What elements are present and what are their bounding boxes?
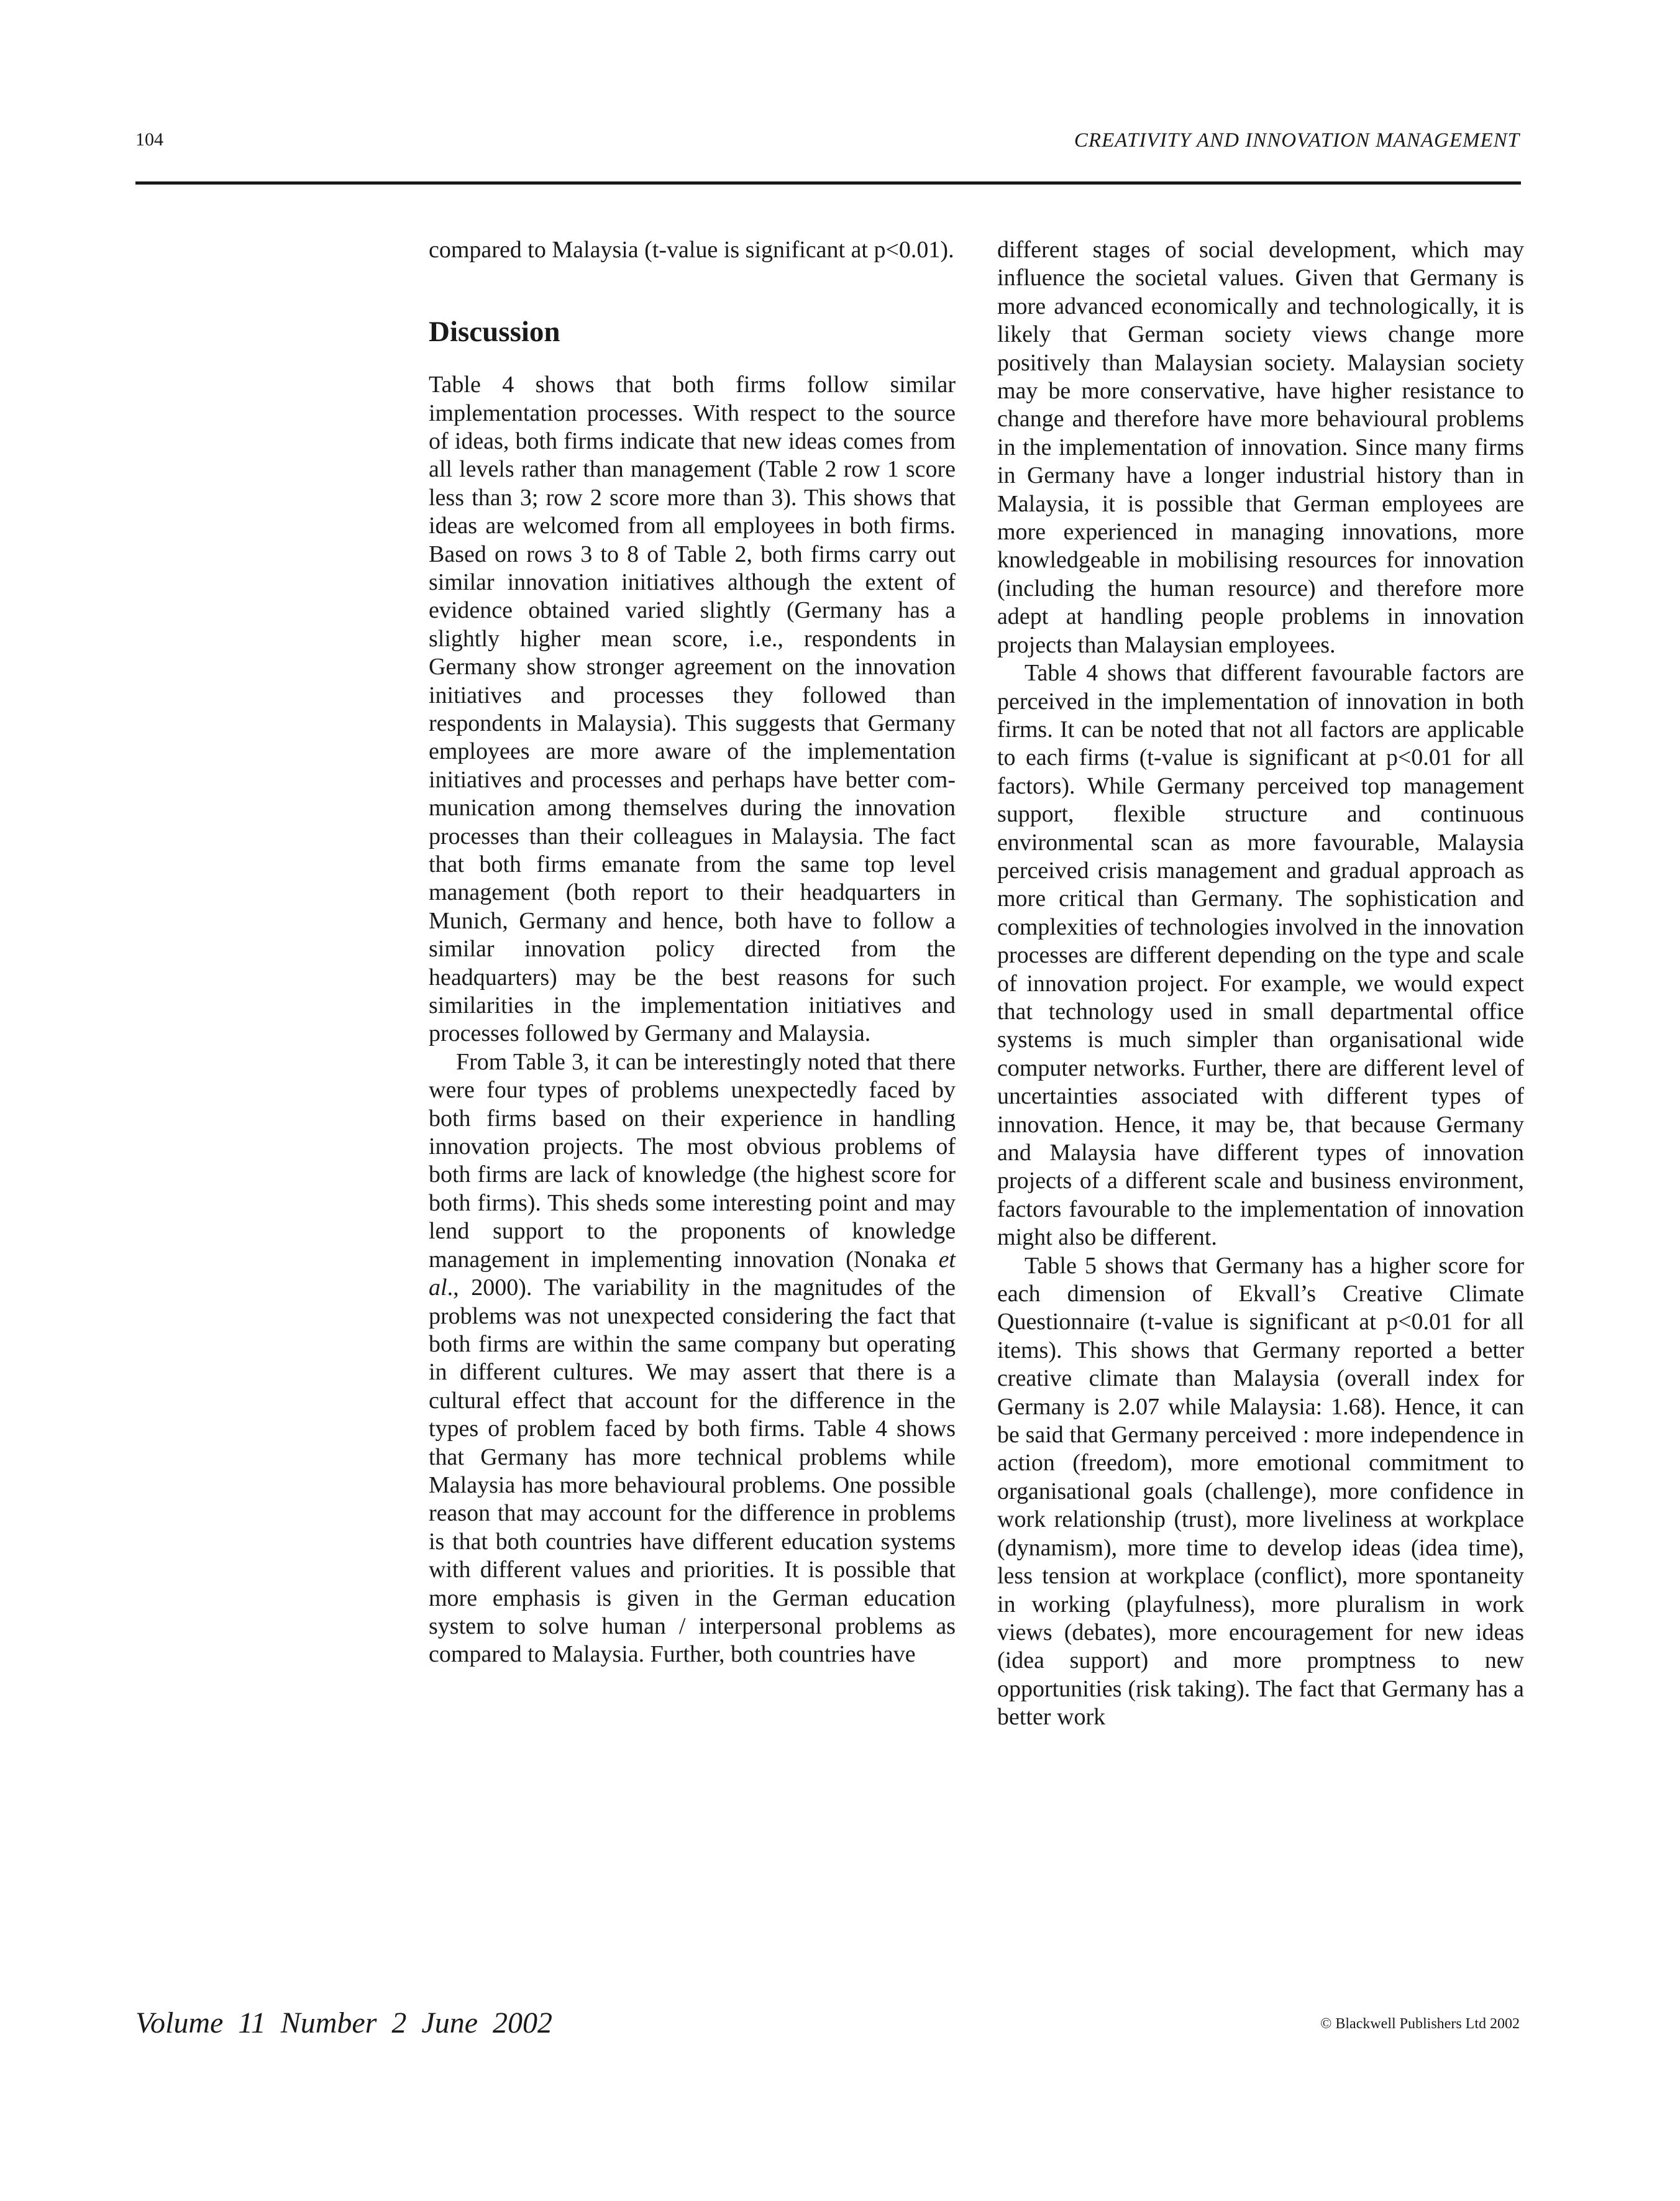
right-paragraph-1: different stages of social development, which may influence the societal values. Given that Germany is more advanced economically and technologically, it is likely that German society views change more positively than Malaysian society. Malaysian society may be more conservative, have higher resistance to change and therefore have more behavioural problems in the implementation of innovation. Since many firms in Germany have a longer industrial history than in Malaysia, it is possible that German employees are more experienced in managing innovations, more knowledgeable in mobilising resources for innovation (including the human resource) and therefore more adept at handling people problems in innovation projects than Malaysian employees. <box>997 237 1524 658</box>
right-paragraph-2: Table 4 shows that different favourable factors are perceived in the implementation of innovation in both firms. It can be noted that not all factors are applicable to each firms (t-value is significant at p<0.01 for all factors). While Germany perceived top management support, flexible structure and continuous environmental scan as more favourable, Malaysia perceived crisis management and gradual approach as more critical than Germany. The sophistication and complexities of technologies involved in the innovation processes are different depending on the type and scale of innovation project. For example, we would expect that technology used in small departmental office systems is much simpler than organisational wide computer networks. Further, there are different level of uncertainties associated with different types of innovation. Hence, it may be, that because Germany and Malaysia have different types of innovation projects of a different scale and business environment, factors favourable to the implementation of innovation might also be different. <box>997 660 1524 1251</box>
paragraph-2-text-b: ., 2000). The variability in the magnitudes of the problems was not unexpected considering the fact that both firms are within the same company but operating in different cultures. We may assert that there is a cultural effect that account for the difference in the types of problem faced by both firms. Table 4 shows that Germany has more technical problems while Malaysia has more behavioural problems. One possible reason that may account for the difference in problems is that both countries have different education systems with different values and priorities. It is possible that more emphasis is given in the German education system to solve human / interpersonal problems as compared to Malaysia. Further, both countries have <box>429 1274 956 1668</box>
discussion-paragraph-1: Table 4 shows that both firms follow similar implementation processes. With respect to the source of ideas, both firms indicate that new ideas comes from all levels rather than management (Table 2 row 1 score less than 3; row 2 score more than 3). This shows that ideas are welcomed from all employees in both firms. Based on rows 3 to 8 of Table 2, both firms carry out similar innovation initiatives although the extent of evidence obtained varied slightly (Germany has a slightly higher mean score, i.e., respondents in Germany show stronger agreement on the innovation initiatives and processes they followed than respondents in Malaysia). This suggests that Germany employees are more aware of the implementation initiatives and processes and perhaps have better communication among themselves during the innovation processes than their colleagues in Malaysia. The fact that both firms emanate from the same top level management (both report to their headquarters in Munich, Germany and hence, both have to follow a similar innovation policy directed from the headquarters) may be the best reasons for such similarities in the implementation initiatives and processes followed by Germany and Malaysia. <box>429 372 956 1047</box>
discussion-paragraph-2 <box>429 1048 956 1669</box>
right-column <box>997 236 1524 1732</box>
page-number: 104 <box>135 129 163 150</box>
citation-et-al: et al <box>429 1246 956 1301</box>
left-opening-paragraph: compared to Malaysia (t-value is significant at p<0.01). <box>429 237 954 263</box>
right-paragraph-3: Table 5 shows that Germany has a higher score for each dimension of Ekvall’s Creative Climate Questionnaire (t-value is significant at p<0.01 for all items). This shows that Germany reported a better creative climate than Malaysia (overall index for Germany is 2.07 while Malaysia: 1.68). Hence, it can be said that Germany perceived : more independence in action (freedom), more emotional commitment to organisational goals (challenge), more confidence in work relationship (trust), more liveliness at workplace (dynamism), more time to develop ideas (idea time), less tension at workplace (conflict), more spontaneity in working (playfulness), more pluralism in work views (debates), more encouragement for new ideas (idea support) and more promptness to new opportunities (risk taking). The fact that Germany has a better work <box>997 1252 1524 1731</box>
left-column <box>429 236 956 1669</box>
footer-volume-info: Volume 11 Number 2 June 2002 <box>135 2007 553 2039</box>
paragraph-2-text-a: From Table 3, it can be interestingly noted that there were four types of problems unexpectedly faced by both firms based on their experience in handling innovation projects. The most obvious problems of both firms are lack of knowledge (the highest score for both firms). This sheds some interesting point and may lend support to the proponents of knowledge management in implementing innovation (Nonaka <box>429 1048 956 1273</box>
header-rule <box>135 181 1521 185</box>
running-header-journal-title: CREATIVITY AND INNOVATION MANAGEMENT <box>1074 129 1520 152</box>
section-heading-discussion: Discussion <box>429 316 560 349</box>
footer-copyright: © Blackwell Publishers Ltd 2002 <box>1320 2016 1520 2032</box>
